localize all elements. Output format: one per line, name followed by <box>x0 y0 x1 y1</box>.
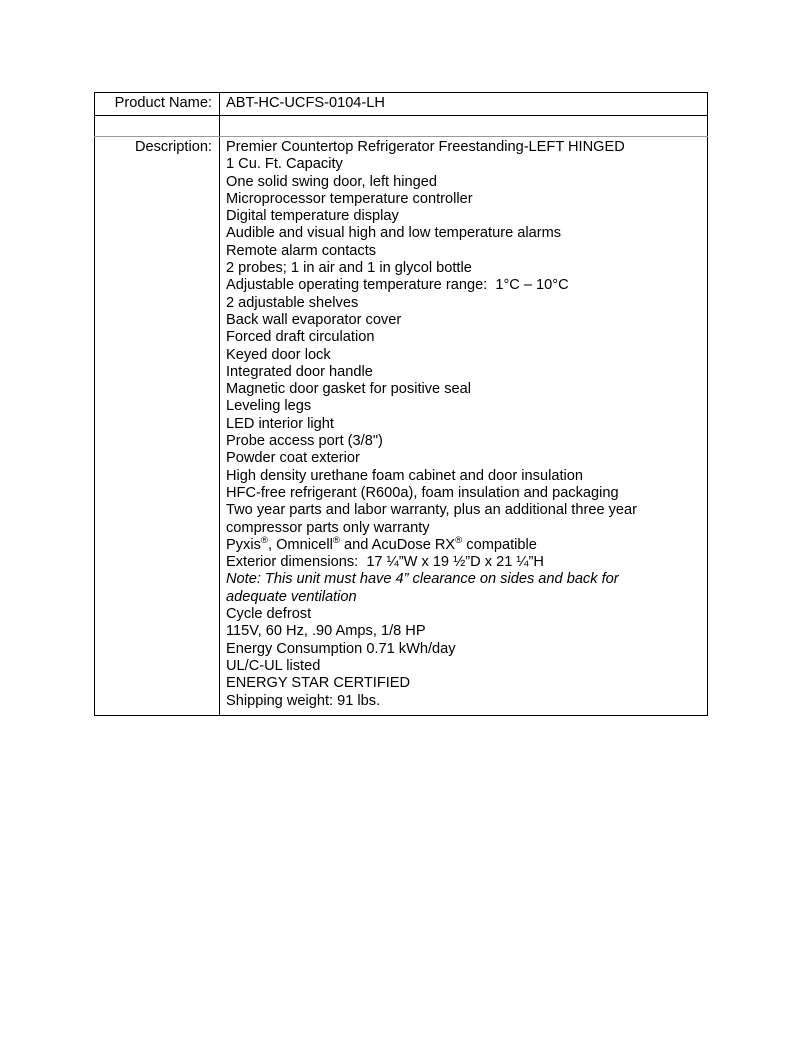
description-line: 2 adjustable shelves <box>226 294 359 311</box>
table-row-description <box>95 137 708 716</box>
description-line: Energy Consumption 0.71 kWh/day <box>226 640 456 657</box>
description-line: Powder coat exterior <box>226 450 360 467</box>
description-line: compressor parts only warranty <box>226 519 430 536</box>
description-line: Pyxis®, Omnicell® and AcuDose RX® compatible <box>226 534 537 553</box>
description-line: Back wall evaporator cover <box>226 311 402 328</box>
description-line: Remote alarm contacts <box>226 242 377 259</box>
spacer-value <box>220 116 708 137</box>
description-line: High density urethane foam cabinet and door insulation <box>226 467 583 484</box>
description-line: Magnetic door gasket for positive seal <box>226 381 471 398</box>
description-label: Description: <box>95 137 220 716</box>
description-line: 2 probes; 1 in air and 1 in glycol bottle <box>226 260 472 277</box>
description-line: Adjustable operating temperature range: 1°C – 10°C <box>226 277 569 294</box>
description-line: HFC-free refrigerant (R600a), foam insulation and packaging <box>226 484 619 501</box>
description-line: Note: This unit must have 4” clearance on sides and back for <box>226 571 619 588</box>
description-line: adequate ventilation <box>226 588 357 605</box>
description-line: Premier Countertop Refrigerator Freestanding-LEFT HINGED <box>226 139 625 155</box>
description-line: 115V, 60 Hz, .90 Amps, 1/8 HP <box>226 623 426 640</box>
description-line: Keyed door lock <box>226 346 331 363</box>
description-line: ENERGY STAR CERTIFIED <box>226 675 411 692</box>
description-line: Leveling legs <box>226 398 312 415</box>
description-line: One solid swing door, left hinged <box>226 173 437 190</box>
description-line: Microprocessor temperature controller <box>226 190 473 207</box>
product-name-label: Product Name: <box>95 93 220 116</box>
description-line: 1 Cu. Ft. Capacity <box>226 156 343 173</box>
table-row-product-name <box>95 93 708 116</box>
product-spec-table <box>94 92 708 716</box>
description-line: Exterior dimensions: 17 ¼”W x 19 ½”D x 21 ¼”H <box>226 554 544 571</box>
description-line-list <box>226 139 707 710</box>
description-line: Cycle defrost <box>226 606 312 623</box>
description-line: UL/C-UL listed <box>226 657 321 674</box>
description-line: Two year parts and labor warranty, plus an additional three year <box>226 502 638 519</box>
description-value <box>220 137 708 716</box>
table-row-spacer <box>95 116 708 137</box>
product-name-value: ABT-HC-UCFS-0104-LH <box>220 93 708 116</box>
description-line: Audible and visual high and low temperature alarms <box>226 225 562 242</box>
description-line: Shipping weight: 91 lbs. <box>226 692 381 709</box>
description-line: Integrated door handle <box>226 363 373 380</box>
description-line: Digital temperature display <box>226 208 399 225</box>
description-line: Probe access port (3/8") <box>226 433 383 450</box>
description-line: LED interior light <box>226 415 334 432</box>
description-line: Forced draft circulation <box>226 329 375 346</box>
spacer-label <box>95 116 220 137</box>
